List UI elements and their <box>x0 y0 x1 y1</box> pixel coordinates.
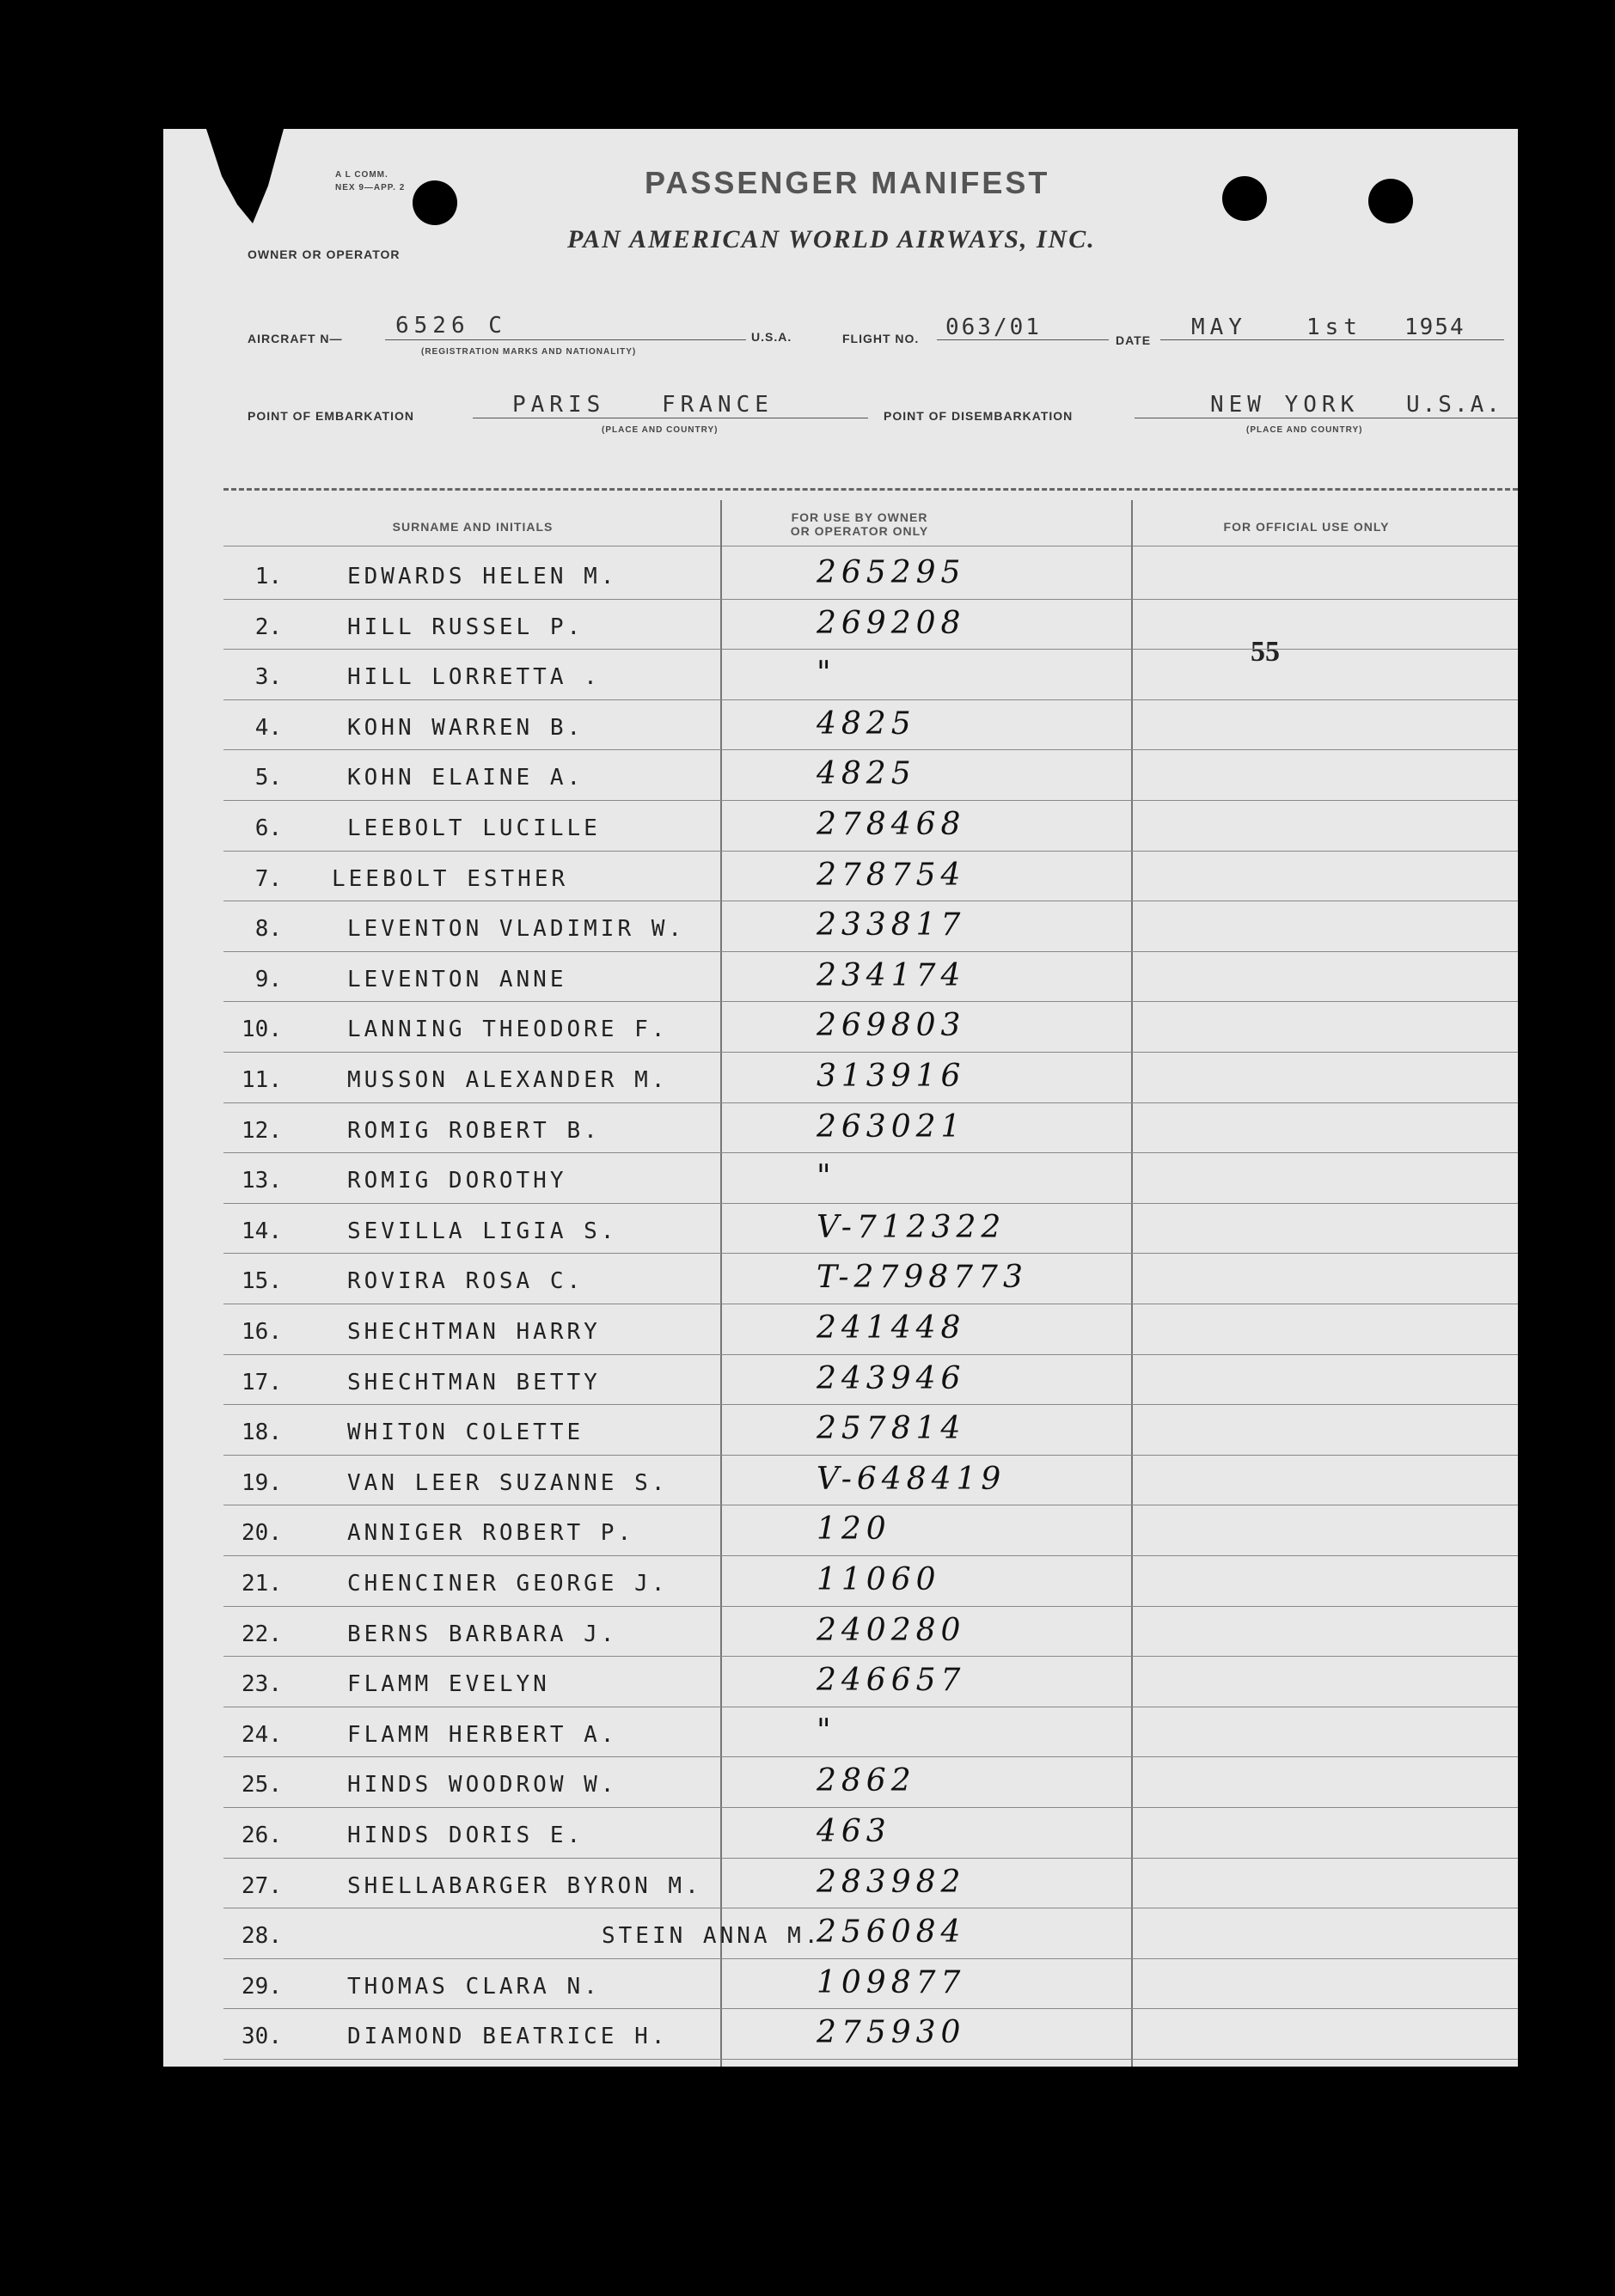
disembark-label: POINT OF DISEMBARKATION <box>884 409 1074 423</box>
passenger-name: ROMIG DOROTHY <box>347 1168 567 1194</box>
passenger-name: HILL LORRETTA . <box>347 664 601 691</box>
ticket-number: " <box>817 1713 836 1749</box>
ticket-number: 256084 <box>817 1914 966 1951</box>
place-caption: (PLACE AND COUNTRY) <box>602 425 719 435</box>
aircraft-label: AIRCRAFT N— <box>248 332 343 345</box>
column-divider <box>720 500 722 2067</box>
row-number: 23. <box>242 1671 282 1698</box>
row-number: 14. <box>242 1218 282 1244</box>
passenger-name: THOMAS CLARA N. <box>347 1973 601 2000</box>
aircraft-underline <box>385 339 746 340</box>
ticket-number: 243946 <box>817 1360 966 1396</box>
row-rule <box>223 1152 1518 1153</box>
ticket-number: 4825 <box>817 705 916 742</box>
row-rule <box>223 1807 1518 1808</box>
row-rule <box>223 1102 1518 1103</box>
ticket-number: 463 <box>817 1814 891 1849</box>
row-number: 6. <box>254 815 282 841</box>
passenger-name: LEEBOLT LUCILLE <box>347 815 601 841</box>
passenger-name: KOHN WARREN B. <box>347 714 584 741</box>
row-rule <box>223 1756 1518 1757</box>
ticket-number: 233817 <box>817 907 966 943</box>
row-rule <box>223 1203 1518 1204</box>
passenger-name: STEIN ANNA M. <box>602 1923 822 1950</box>
column-header-owner-line1: FOR USE BY OWNER <box>791 510 928 524</box>
passenger-name: LEVENTON ANNE <box>347 966 567 992</box>
row-number: 28. <box>242 1923 282 1950</box>
flight-label: FLIGHT NO. <box>842 332 920 345</box>
date-label: DATE <box>1116 333 1152 347</box>
row-rule <box>223 1253 1518 1254</box>
ticket-number: " <box>817 1159 836 1195</box>
ticket-number: 120 <box>817 1511 891 1548</box>
passenger-name: ANNIGER ROBERT P. <box>347 1520 635 1547</box>
passenger-name: DIAMOND BEATRICE H. <box>347 2024 669 2050</box>
row-rule <box>223 1001 1518 1002</box>
date-day: 1st <box>1306 314 1362 340</box>
embark-country: FRANCE <box>662 392 774 418</box>
row-rule <box>223 1555 1518 1556</box>
passenger-name: SHECHTMAN HARRY <box>347 1319 601 1345</box>
row-number: 19. <box>242 1469 282 1496</box>
punch-hole <box>413 180 457 225</box>
disembark-country: U.S.A. <box>1406 392 1502 418</box>
passenger-name: FLAMM HERBERT A. <box>347 1721 618 1748</box>
column-header-owner-line2: OR OPERATOR ONLY <box>790 524 929 538</box>
passenger-name: WHITON COLETTE <box>347 1420 584 1446</box>
ticket-number: 263021 <box>817 1108 966 1145</box>
date-underline <box>1160 339 1504 340</box>
row-rule <box>223 599 1518 600</box>
ticket-number: V-712322 <box>817 1209 1006 1245</box>
row-number: 2. <box>254 614 282 640</box>
row-number: 10. <box>242 1017 282 1043</box>
row-rule <box>223 1404 1518 1405</box>
column-header-official: FOR OFFICIAL USE ONLY <box>1223 520 1390 534</box>
passenger-name: LEVENTON VLADIMIR W. <box>347 916 686 943</box>
row-rule <box>223 699 1518 700</box>
row-rule <box>223 1455 1518 1456</box>
section-divider <box>223 488 1518 491</box>
row-number: 21. <box>242 1571 282 1597</box>
row-rule <box>223 649 1518 650</box>
disembark-city: NEW YORK <box>1210 392 1360 418</box>
ticket-number: 275930 <box>817 2015 966 2051</box>
registration-caption: (REGISTRATION MARKS AND NATIONALITY) <box>421 347 637 357</box>
place-caption-2: (PLACE AND COUNTRY) <box>1246 425 1363 435</box>
row-rule <box>223 2008 1518 2009</box>
form-ref-line1: A L COMM. <box>335 170 388 180</box>
ticket-number: V-648419 <box>817 1461 1006 1497</box>
row-rule <box>223 2059 1518 2060</box>
ticket-number: 257814 <box>817 1411 966 1447</box>
column-header-names: SURNAME AND INITIALS <box>392 520 554 534</box>
header-rule <box>223 546 1518 547</box>
row-rule <box>223 1858 1518 1859</box>
row-number: 5. <box>254 765 282 791</box>
usa-label: U.S.A. <box>751 330 792 344</box>
row-number: 25. <box>242 1772 282 1798</box>
row-number: 3. <box>254 664 282 691</box>
row-number: 15. <box>242 1268 282 1295</box>
row-number: 16. <box>242 1319 282 1345</box>
manifest-sheet <box>163 129 1518 2067</box>
ticket-number: 234174 <box>817 957 966 993</box>
row-rule <box>223 1958 1518 1959</box>
ticket-number: 4825 <box>817 756 916 792</box>
passenger-name: MUSSON ALEXANDER M. <box>347 1067 669 1093</box>
row-number: 26. <box>242 1823 282 1848</box>
row-number: 12. <box>242 1117 282 1144</box>
passenger-name: SHELLABARGER BYRON M. <box>347 1872 702 1899</box>
owner-label: OWNER OR OPERATOR <box>248 247 401 261</box>
ticket-number: 265295 <box>817 555 966 590</box>
row-number: 18. <box>242 1420 282 1446</box>
passenger-name: CHENCINER GEORGE J. <box>347 1571 669 1597</box>
ticket-number: 240280 <box>817 1612 966 1648</box>
row-rule <box>223 1354 1518 1355</box>
row-rule <box>223 951 1518 952</box>
row-number: 22. <box>242 1621 282 1647</box>
passenger-name: HILL RUSSEL P. <box>347 614 584 640</box>
row-rule <box>223 749 1518 750</box>
ticket-number: 241448 <box>817 1310 966 1346</box>
ticket-number: 269803 <box>817 1008 966 1044</box>
date-year: 1954 <box>1404 314 1465 340</box>
passenger-name: ROVIRA ROSA C. <box>347 1268 584 1295</box>
passenger-name: LEEBOLT ESTHER <box>332 865 569 892</box>
row-number: 9. <box>254 966 282 992</box>
row-rule <box>223 800 1518 801</box>
row-number: 30. <box>242 2024 282 2050</box>
passenger-name: HINDS DORIS E. <box>347 1823 584 1848</box>
ticket-number: 2862 <box>817 1763 916 1799</box>
row-number: 20. <box>242 1520 282 1547</box>
row-rule <box>223 1052 1518 1053</box>
column-divider <box>1131 500 1133 2067</box>
embark-label: POINT OF EMBARKATION <box>248 409 414 423</box>
embark-city: PARIS <box>512 392 606 418</box>
punch-hole <box>1368 179 1413 223</box>
passenger-name: FLAMM EVELYN <box>347 1671 550 1698</box>
row-rule <box>223 851 1518 852</box>
ticket-number: T-2798773 <box>817 1260 1028 1296</box>
ticket-number: 313916 <box>817 1059 966 1094</box>
passenger-name: ROMIG ROBERT B. <box>347 1117 601 1144</box>
flight-underline <box>937 339 1109 340</box>
row-number: 8. <box>254 916 282 943</box>
ticket-number: " <box>817 656 836 692</box>
ticket-number: 278754 <box>817 857 966 893</box>
row-number: 1. <box>254 564 282 589</box>
ticket-number: 246657 <box>817 1663 966 1699</box>
aircraft-value: 6526 C <box>395 313 507 339</box>
ticket-number: 278468 <box>817 807 966 842</box>
passenger-name: VAN LEER SUZANNE S. <box>347 1469 669 1496</box>
row-rule <box>223 1606 1518 1607</box>
passenger-name: EDWARDS HELEN M. <box>347 564 618 589</box>
row-number: 7. <box>254 865 282 892</box>
passenger-name: KOHN ELAINE A. <box>347 765 584 791</box>
row-number: 13. <box>242 1168 282 1194</box>
row-number: 29. <box>242 1973 282 2000</box>
row-number: 4. <box>254 714 282 741</box>
row-number: 24. <box>242 1721 282 1748</box>
official-mark: 55 <box>1251 636 1280 668</box>
passenger-name: SHECHTMAN BETTY <box>347 1369 601 1395</box>
ticket-number: 283982 <box>817 1864 966 1900</box>
row-number: 27. <box>242 1872 282 1899</box>
passenger-name: LANNING THEODORE F. <box>347 1017 669 1043</box>
ticket-number: 109877 <box>817 1964 966 2000</box>
ticket-number: 11060 <box>817 1562 941 1597</box>
row-rule <box>223 1656 1518 1657</box>
row-number: 17. <box>242 1369 282 1395</box>
punch-hole <box>1222 176 1267 221</box>
row-number: 11. <box>242 1067 282 1093</box>
date-month: MAY <box>1191 314 1247 340</box>
page-title: PASSENGER MANIFEST <box>645 165 1050 200</box>
airline-name: PAN AMERICAN WORLD AIRWAYS, INC. <box>567 225 1096 253</box>
passenger-name: SEVILLA LIGIA S. <box>347 1218 618 1244</box>
ticket-number: 269208 <box>817 605 966 641</box>
flight-value: 063/01 <box>945 314 1042 340</box>
passenger-name: BERNS BARBARA J. <box>347 1621 618 1647</box>
form-ref-line2: NEX 9—APP. 2 <box>335 183 406 192</box>
torn-corner <box>206 129 284 223</box>
passenger-name: HINDS WOODROW W. <box>347 1772 618 1798</box>
